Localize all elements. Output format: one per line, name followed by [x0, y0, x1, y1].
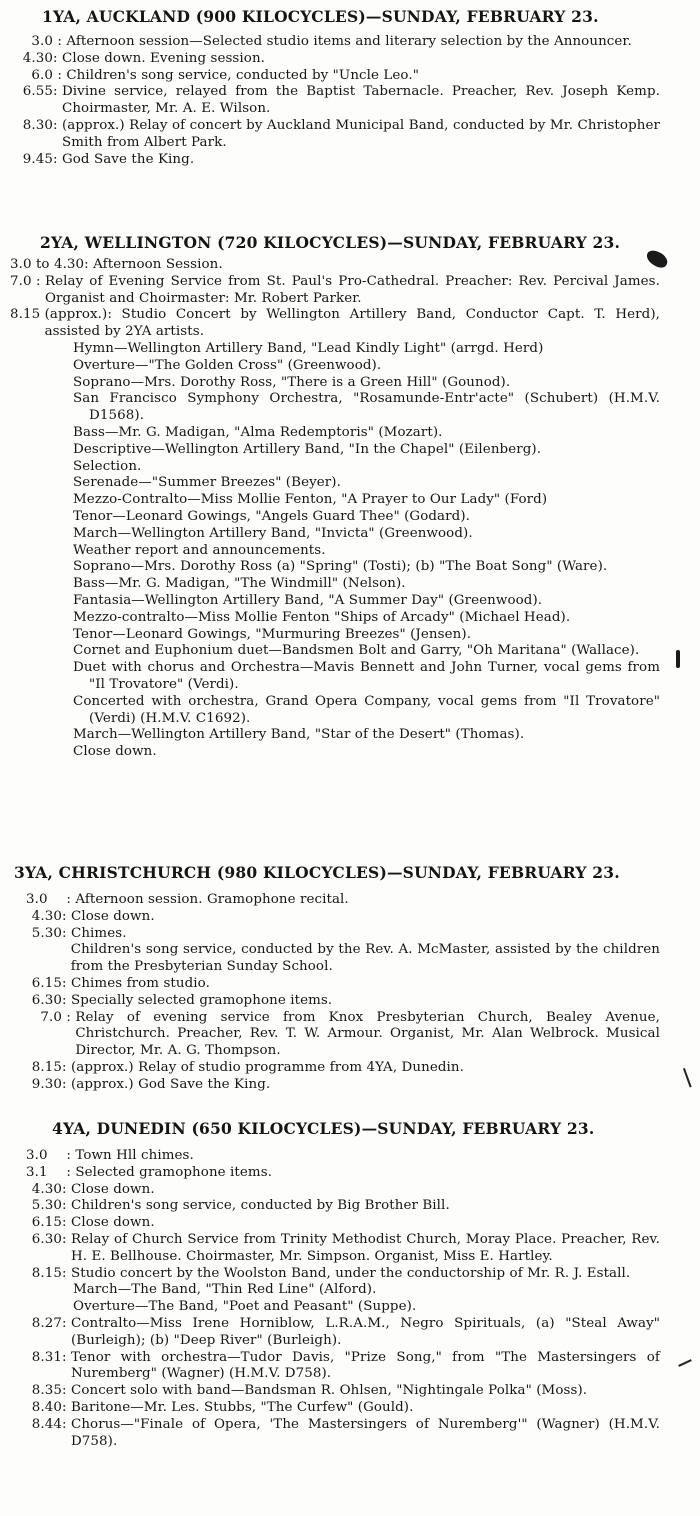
entry-text: God Save the King. — [61, 151, 195, 167]
section-heading: 1YA, AUCKLAND (900 KILOCYCLES)—SUNDAY, FEBRUARY 23. — [42, 7, 599, 26]
entry-time: 3.0 to 4.30 — [10, 257, 85, 272]
entry-text: Chorus—"Finale of Opera, 'The Mastersingers of Nuremberg'" (Wagner) (H.M.V. D758). — [70, 1416, 660, 1449]
entry-time: 8.30 — [22, 117, 53, 133]
entry-text: (approx.): Studio Concert by Wellington Artillery Band, Conductor Capt. T. Herd), assisted by 2YA artists. — [44, 307, 660, 340]
entry-time: 3.0 — [26, 1148, 48, 1163]
programme-item: Tenor—Leonard Gowings, "Murmuring Breezes" (Jensen). — [73, 626, 472, 642]
section-2ya-wellington — [10, 232, 660, 761]
entry-time: 6.0 — [31, 67, 53, 83]
programme-item: Bass—Mr. G. Madigan, "Alma Redemptoris" (Mozart). — [73, 424, 443, 440]
section-heading: 2YA, WELLINGTON (720 KILOCYCLES)—SUNDAY, FEBRUARY 23. — [40, 233, 621, 252]
entry-time: 3.0 — [31, 34, 53, 49]
entry-time: 9.45 — [22, 151, 53, 167]
entry-time: 3.1 — [26, 1164, 48, 1180]
entry-time: 8.15 — [31, 1059, 62, 1075]
entry-text: (approx.) God Save the King. — [70, 1076, 271, 1092]
programme-item: Concerted with orchestra, Grand Opera Company, vocal gems from "Il Trovatore" (Verdi) (H.M.V. C1692). — [73, 693, 660, 726]
entry-text: Concert solo with band—Bandsman R. Ohlsen, "Nightingale Polka" (Moss). — [70, 1383, 588, 1399]
programme-item: Soprano—Mrs. Dorothy Ross, "There is a Green Hill" (Gounod). — [73, 374, 511, 390]
programme-item: Tenor—Leonard Gowings, "Angels Guard Thee" (Godard). — [73, 508, 470, 524]
programme-item: Overture—The Band, "Poet and Peasant" (Suppe). — [73, 1299, 417, 1315]
programme-item: Selection. — [73, 458, 142, 474]
schedule-entry: 8.31 : Tenor with orchestra—Tudor Davis, "Prize Song," from "The Mastersingers of Nuremberg" (Wagner) (H.M.V. D758). — [10, 1350, 660, 1384]
section-heading: 3YA, CHRISTCHURCH (980 KILOCYCLES)—SUNDAY, FEBRUARY 23. — [14, 863, 620, 882]
entry-text: Chimes. — [70, 925, 127, 941]
concert-programme — [10, 341, 660, 761]
entry-time: 6.15 — [31, 1215, 62, 1231]
schedule-entry: 7.0 : Relay of evening service from Knox Presbyterian Church, Bealey Avenue, Christchurch. Preacher, Rev. T. W. Armour. Organist, Mr. Alan Welbrock. Musical Director, Mr. A. G. Thompson. — [10, 1010, 660, 1060]
entry-time: 8.44 — [31, 1416, 62, 1432]
schedule-entry: 5.30 : Children's song service, conducted by Big Brother Bill. — [10, 1198, 660, 1215]
entry-text: (approx.) Relay of concert by Auckland Municipal Band, conducted by Mr. Christopher Smith from Albert Park. — [61, 117, 660, 150]
schedule-entry: 3.0 : Afternoon session—Selected studio items and literary selection by the Announcer. — [12, 34, 660, 51]
schedule-entry: 6.30 : Relay of Church Service from Trinity Methodist Church, Moray Place. Preacher, Rev. H. E. Bellhouse. Choirmaster, Mr. Simpson. Organist, Miss E. Hartley. — [10, 1232, 660, 1266]
entry-text: Children's song service, conducted by the Rev. A. McMaster, assisted by the children from the Presbyterian Sunday School. — [70, 942, 660, 975]
schedule-entry: 9.45 : God Save the King. — [12, 152, 660, 169]
programme-item: March—Wellington Artillery Band, "Invicta" (Greenwood). — [73, 525, 473, 541]
schedule-entry: 6.15 : Close down. — [10, 1215, 660, 1232]
entry-time: 3.0 — [26, 892, 48, 907]
entry-time: 8.27 — [31, 1315, 62, 1331]
entry-text: Specially selected gramophone items. — [70, 992, 333, 1008]
programme-item: Mezzo-Contralto—Miss Mollie Fenton, "A Prayer to Our Lady" (Ford) — [73, 492, 548, 508]
programme-item: Hymn—Wellington Artillery Band, "Lead Kindly Light" (arrgd. Herd) — [73, 340, 544, 356]
ink-blot-mark — [683, 1065, 700, 1088]
entry-text: Children's song service, conducted by Big Brother Bill. — [70, 1198, 450, 1214]
entry-time: 6.55 — [22, 84, 53, 100]
schedule-entry — [10, 307, 660, 341]
schedule-entry: 4.30 : Close down. — [10, 909, 660, 926]
schedule-entry: 7.0 : Relay of Evening Service from St. Paul's Pro-Cathedral. Preacher: Rev. Percival James. Organist and Choirmaster: Mr. Robert Parker. — [10, 273, 660, 306]
section-heading: 4YA, DUNEDIN (650 KILOCYCLES)—SUNDAY, FEBRUARY 23. — [52, 1119, 595, 1138]
ink-blot-mark — [678, 1359, 692, 1367]
entry-text: Selected gramophone items. — [75, 1164, 273, 1180]
entry-text: Children's song service, conducted by "Uncle Leo." — [66, 67, 419, 83]
programme-item: Close down. — [73, 744, 157, 760]
schedule-entry: 8.35 : Concert solo with band—Bandsman R. Ohlsen, "Nightingale Polka" (Moss). — [10, 1383, 660, 1400]
programme-item: Weather report and announcements. — [73, 542, 326, 558]
entry-text: Afternoon session—Selected studio items and literary selection by the Announcer. — [66, 34, 632, 49]
schedule-entry: 6.30 : Specially selected gramophone items. — [10, 993, 660, 1010]
entry-time: 9.30 — [31, 1076, 62, 1092]
programme-item: Fantasia—Wellington Artillery Band, "A Summer Day" (Greenwood). — [73, 592, 543, 608]
programme-item: March—Wellington Artillery Band, "Star of the Desert" (Thomas). — [73, 727, 525, 743]
section-3ya-christchurch — [10, 862, 660, 1094]
schedule-entry: 3.0 to 4.30 : Afternoon Session. — [10, 257, 660, 274]
ink-blot-mark — [676, 650, 680, 668]
programme-item: Duet with chorus and Orchestra—Mavis Bennett and John Turner, vocal gems from "Il Trovatore" (Verdi). — [73, 660, 660, 692]
entry-time: 6.30 — [31, 992, 62, 1008]
entry-time: 4.30 — [22, 50, 53, 66]
schedule-entry: 8.44 : Chorus—"Finale of Opera, 'The Mastersingers of Nuremberg'" (Wagner) (H.M.V. D758). — [10, 1417, 660, 1451]
entry-text: Relay of Evening Service from St. Paul's Pro-Cathedral. Preacher: Rev. Percival James. Organist and Choirmaster: Mr. Robert Parker. — [44, 273, 660, 306]
entry-time: 5.30 — [31, 925, 62, 941]
programme-item: Cornet and Euphonium duet—Bandsmen Bolt and Garry, "Oh Maritana" (Wallace). — [73, 643, 640, 659]
entry-text: Tenor with orchestra—Tudor Davis, "Prize Song," from "The Mastersingers of Nuremberg" (Wagner) (H.M.V. D758). — [70, 1349, 660, 1382]
entry-time: 5.30 — [31, 1198, 62, 1214]
entry-text: Town Hll chimes. — [75, 1148, 194, 1163]
schedule-entry: 8.15 : Studio concert by the Woolston Band, under the conductorship of Mr. R. J. Estall. — [10, 1266, 660, 1283]
schedule-entry: 6.55 : Divine service, relayed from the Baptist Tabernacle. Preacher, Rev. Joseph Kemp. Choirmaster, Mr. A. E. Wilson. — [12, 84, 660, 118]
schedule-entry: 4.30 : Close down. Evening session. — [12, 51, 660, 68]
entry-text: Afternoon Session. — [93, 257, 223, 272]
entry-text: Close down. — [70, 1215, 155, 1231]
entry-time: 7.0 — [40, 1009, 62, 1025]
entry-time: 4.30 — [31, 908, 62, 924]
schedule-entry: 6.0 : Children's song service, conducted by "Uncle Leo." — [12, 68, 660, 85]
section-4ya-dunedin — [10, 1118, 660, 1450]
schedule-entry: 8.15 : (approx.) Relay of studio programme from 4YA, Dunedin. — [10, 1060, 660, 1077]
programme-item: Bass—Mr. G. Madigan, "The Windmill" (Nelson). — [73, 576, 406, 592]
schedule-entry: 4.30 : Close down. — [10, 1182, 660, 1199]
entry-time: 8.35 — [31, 1383, 62, 1399]
entry-time: 8.15 — [31, 1265, 62, 1281]
entry-text: Chimes from studio. — [70, 975, 210, 991]
entry-text: Relay of Church Service from Trinity Methodist Church, Moray Place. Preacher, Rev. H. E. Bellhouse. Choirmaster, Mr. Simpson. Organist, Miss E. Hartley. — [70, 1231, 660, 1264]
entry-time: 7.0 — [10, 273, 32, 289]
schedule-entry: 8.27 : Contralto—Miss Irene Horniblow, L.R.A.M., Negro Spirituals, (a) "Steal Away" (Burleigh); (b) "Deep River" (Burleigh). — [10, 1316, 660, 1350]
programme-item: Descriptive—Wellington Artillery Band, "In the Chapel" (Eilenberg). — [73, 441, 542, 457]
entry-time: 6.15 — [31, 975, 62, 991]
schedule-entry: 5.30 : Chimes. — [10, 926, 660, 943]
entry-time: 8.31 — [31, 1349, 62, 1365]
programme-item: March—The Band, "Thin Red Line" (Alford). — [73, 1282, 377, 1298]
programme-item: Overture—"The Golden Cross" (Greenwood). — [73, 357, 382, 373]
entry-time: 6.30 — [31, 1231, 62, 1247]
entry-text: Divine service, relayed from the Baptist Tabernacle. Preacher, Rev. Joseph Kemp. Choirmaster, Mr. A. E. Wilson. — [61, 84, 660, 117]
schedule-entry: 3.0 : Afternoon session. Gramophone recital. — [10, 892, 660, 909]
entry-time: 8.40 — [31, 1399, 62, 1415]
schedule-entry — [10, 942, 660, 976]
schedule-entry: 3.1 : Selected gramophone items. — [10, 1165, 660, 1182]
entry-text: (approx.) Relay of studio programme from 4YA, Dunedin. — [70, 1059, 464, 1075]
entry-time — [10, 942, 62, 976]
entry-text: Studio concert by the Woolston Band, under the conductorship of Mr. R. J. Estall. — [70, 1265, 631, 1281]
entry-text: Close down. Evening session. — [61, 50, 266, 66]
entry-text: Afternoon session. Gramophone recital. — [75, 892, 349, 907]
entry-text: Contralto—Miss Irene Horniblow, L.R.A.M., Negro Spirituals, (a) "Steal Away" (Burleigh); (b) "Deep River" (Burleigh). — [70, 1315, 660, 1348]
schedule-entry: 8.30 : (approx.) Relay of concert by Auckland Municipal Band, conducted by Mr. Christopher Smith from Albert Park. — [12, 118, 660, 152]
programme-item: Soprano—Mrs. Dorothy Ross (a) "Spring" (Tosti); (b) "The Boat Song" (Ware). — [73, 559, 608, 575]
schedule-entry: 8.40 : Baritone—Mr. Les. Stubbs, "The Curfew" (Gould). — [10, 1400, 660, 1417]
schedule-entry: 3.0 : Town Hll chimes. — [10, 1148, 660, 1165]
entry-time: 4.30 — [31, 1181, 62, 1197]
schedule-entry: 6.15 : Chimes from studio. — [10, 976, 660, 993]
entry-text: Relay of evening service from Knox Presbyterian Church, Bealey Avenue, Christchurch. Preacher, Rev. T. W. Armour. Organist, Mr. Alan Welbrock. Musical Director, Mr. A. G. Thompson. — [75, 1009, 660, 1059]
section-1ya-auckland — [12, 6, 660, 168]
programme-item: San Francisco Symphony Orchestra, "Rosamunde-Entr'acte" (Schubert) (H.M.V. D1568). — [73, 391, 660, 424]
entry-text: Close down. — [70, 908, 155, 924]
entry-time: 8.15 — [10, 307, 41, 323]
concert-programme — [10, 1282, 660, 1316]
entry-text: Baritone—Mr. Les. Stubbs, "The Curfew" (Gould). — [70, 1399, 414, 1415]
programme-item: Mezzo-contralto—Miss Mollie Fenton "Ships of Arcady" (Michael Head). — [73, 609, 571, 625]
entry-text: Close down. — [70, 1181, 155, 1197]
programme-item: Serenade—"Summer Breezes" (Beyer). — [73, 475, 341, 491]
schedule-entry: 9.30 : (approx.) God Save the King. — [10, 1077, 660, 1094]
